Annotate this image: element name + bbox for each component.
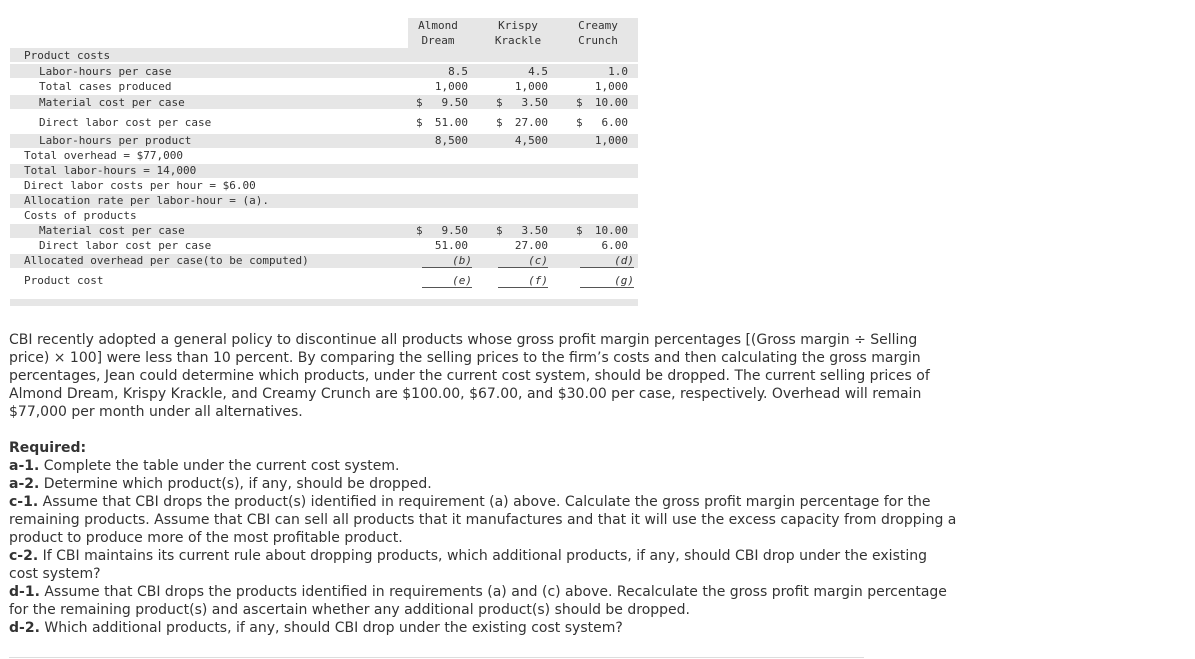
- answer-cell-c: (c): [498, 254, 548, 268]
- note-allocation-rate: Allocation rate per labor-hour = (a).: [24, 194, 270, 207]
- cell: 3.50: [521, 224, 548, 237]
- cell: 10.00: [594, 96, 628, 109]
- requirement-tag: a-1.: [9, 458, 40, 474]
- answer-cell-f: (f): [498, 274, 548, 288]
- cell: 1,000: [594, 134, 628, 147]
- currency-sign: $: [496, 224, 503, 237]
- currency-sign: $: [416, 116, 423, 129]
- passage-text: CBI recently adopted a general policy to discontinue all products whose gross profit margin percentages [(Gross margin ÷ Selling price) × 100] were less than 10 percent. By comparing the selling prices to the firm’s costs and then calculating the gross margin percentages, Jean could determine which products, under the current cost system, should be dropped. The current selling prices of Almond Dream, Krispy Krackle, and Creamy Crunch are $100.00, $67.00, and $30.00 per case, respectively. Overhead will remain $77,000 per month under all alternatives.: [9, 332, 930, 420]
- requirement-text: Assume that CBI drops the products identified in requirements (a) and (c) above. Recalculate the gross profit margin percentage for the remaining product(s) and ascertain whether any additional product(s) should be dropped.: [9, 584, 947, 618]
- row-label: Material cost per case: [39, 224, 185, 237]
- currency-sign: $: [576, 116, 583, 129]
- currency-sign: $: [416, 224, 423, 237]
- cell: 1.0: [608, 65, 628, 78]
- requirement-text: Assume that CBI drops the product(s) identified in requirement (a) above. Calculate the gross profit margin percentage for the remaining products. Assume that CBI can sell all products that it manufactures and that it will use the excess capacity from dropping a product to produce more of the most profitable product.: [9, 494, 957, 546]
- currency-sign: $: [416, 96, 423, 109]
- cell: 9.50: [441, 224, 468, 237]
- answer-cell-e: (e): [422, 274, 472, 288]
- cost-table: [10, 18, 638, 306]
- requirement-text: Determine which product(s), if any, should be dropped.: [39, 476, 432, 492]
- cell: 6.00: [601, 239, 628, 252]
- column-header-almond: Almond Dream: [418, 19, 458, 47]
- row-label: Material cost per case: [39, 96, 185, 109]
- note-direct-labor-cost: Direct labor costs per hour = $6.00: [24, 179, 256, 192]
- row-label: Direct labor cost per case: [39, 239, 212, 252]
- cell: 1,000: [434, 80, 468, 93]
- requirement-tag: c-2.: [9, 548, 39, 564]
- cell: 27.00: [514, 116, 548, 129]
- requirement-tag: d-1.: [9, 584, 40, 600]
- currency-sign: $: [576, 224, 583, 237]
- requirements-title: Required:: [9, 440, 87, 456]
- requirement-item: [9, 457, 959, 475]
- cell: 27.00: [514, 239, 548, 252]
- cell: 3.50: [521, 96, 548, 109]
- requirement-item: [9, 583, 959, 619]
- currency-sign: $: [496, 116, 503, 129]
- cell: 8,500: [434, 134, 468, 147]
- row-label: Product cost: [24, 274, 104, 287]
- requirement-text: Which additional products, if any, should CBI drop under the existing cost system?: [39, 620, 623, 636]
- requirement-item: [9, 475, 959, 493]
- column-header-creamy: Creamy Crunch: [578, 19, 618, 47]
- column-header-krispy: Krispy Krackle: [494, 19, 542, 47]
- row-label: Labor-hours per case: [39, 65, 172, 78]
- answer-cell-g: (g): [580, 274, 634, 288]
- requirement-tag: d-2.: [9, 620, 40, 636]
- cell: 9.50: [441, 96, 468, 109]
- cell: 8.5: [448, 65, 468, 78]
- requirement-tag: c-1.: [9, 494, 39, 510]
- cell: 4,500: [514, 134, 548, 147]
- row-label: Labor-hours per product: [39, 134, 192, 147]
- divider: [9, 657, 864, 658]
- cell: 51.00: [434, 116, 468, 129]
- requirement-text: If CBI maintains its current rule about dropping products, which additional products, if any, should CBI drop under the existing cost system?: [9, 548, 928, 582]
- footer-band: [10, 299, 638, 306]
- note-total-overhead: Total overhead = $77,000: [24, 149, 183, 162]
- cell: 51.00: [434, 239, 468, 252]
- currency-sign: $: [576, 96, 583, 109]
- requirements: [9, 439, 959, 637]
- row-label: Direct labor cost per case: [39, 116, 212, 129]
- row-label: Allocated overhead per case(to be computed): [24, 254, 309, 267]
- cell: 4.5: [528, 65, 548, 78]
- problem-passage: [9, 331, 949, 421]
- requirement-item: [9, 493, 959, 547]
- answer-cell-d: (d): [580, 254, 634, 268]
- requirement-item: [9, 547, 959, 583]
- cell: 1,000: [514, 80, 548, 93]
- cell: 6.00: [601, 116, 628, 129]
- answer-cell-b: (b): [422, 254, 472, 268]
- section-label: Product costs: [24, 49, 111, 62]
- cell: 1,000: [594, 80, 628, 93]
- requirement-text: Complete the table under the current cost system.: [39, 458, 400, 474]
- cell: 10.00: [594, 224, 628, 237]
- section-label: Costs of products: [24, 209, 137, 222]
- requirement-item: [9, 619, 959, 637]
- row-label: Total cases produced: [39, 80, 172, 93]
- requirement-tag: a-2.: [9, 476, 40, 492]
- note-total-labor-hours: Total labor-hours = 14,000: [24, 164, 197, 177]
- currency-sign: $: [496, 96, 503, 109]
